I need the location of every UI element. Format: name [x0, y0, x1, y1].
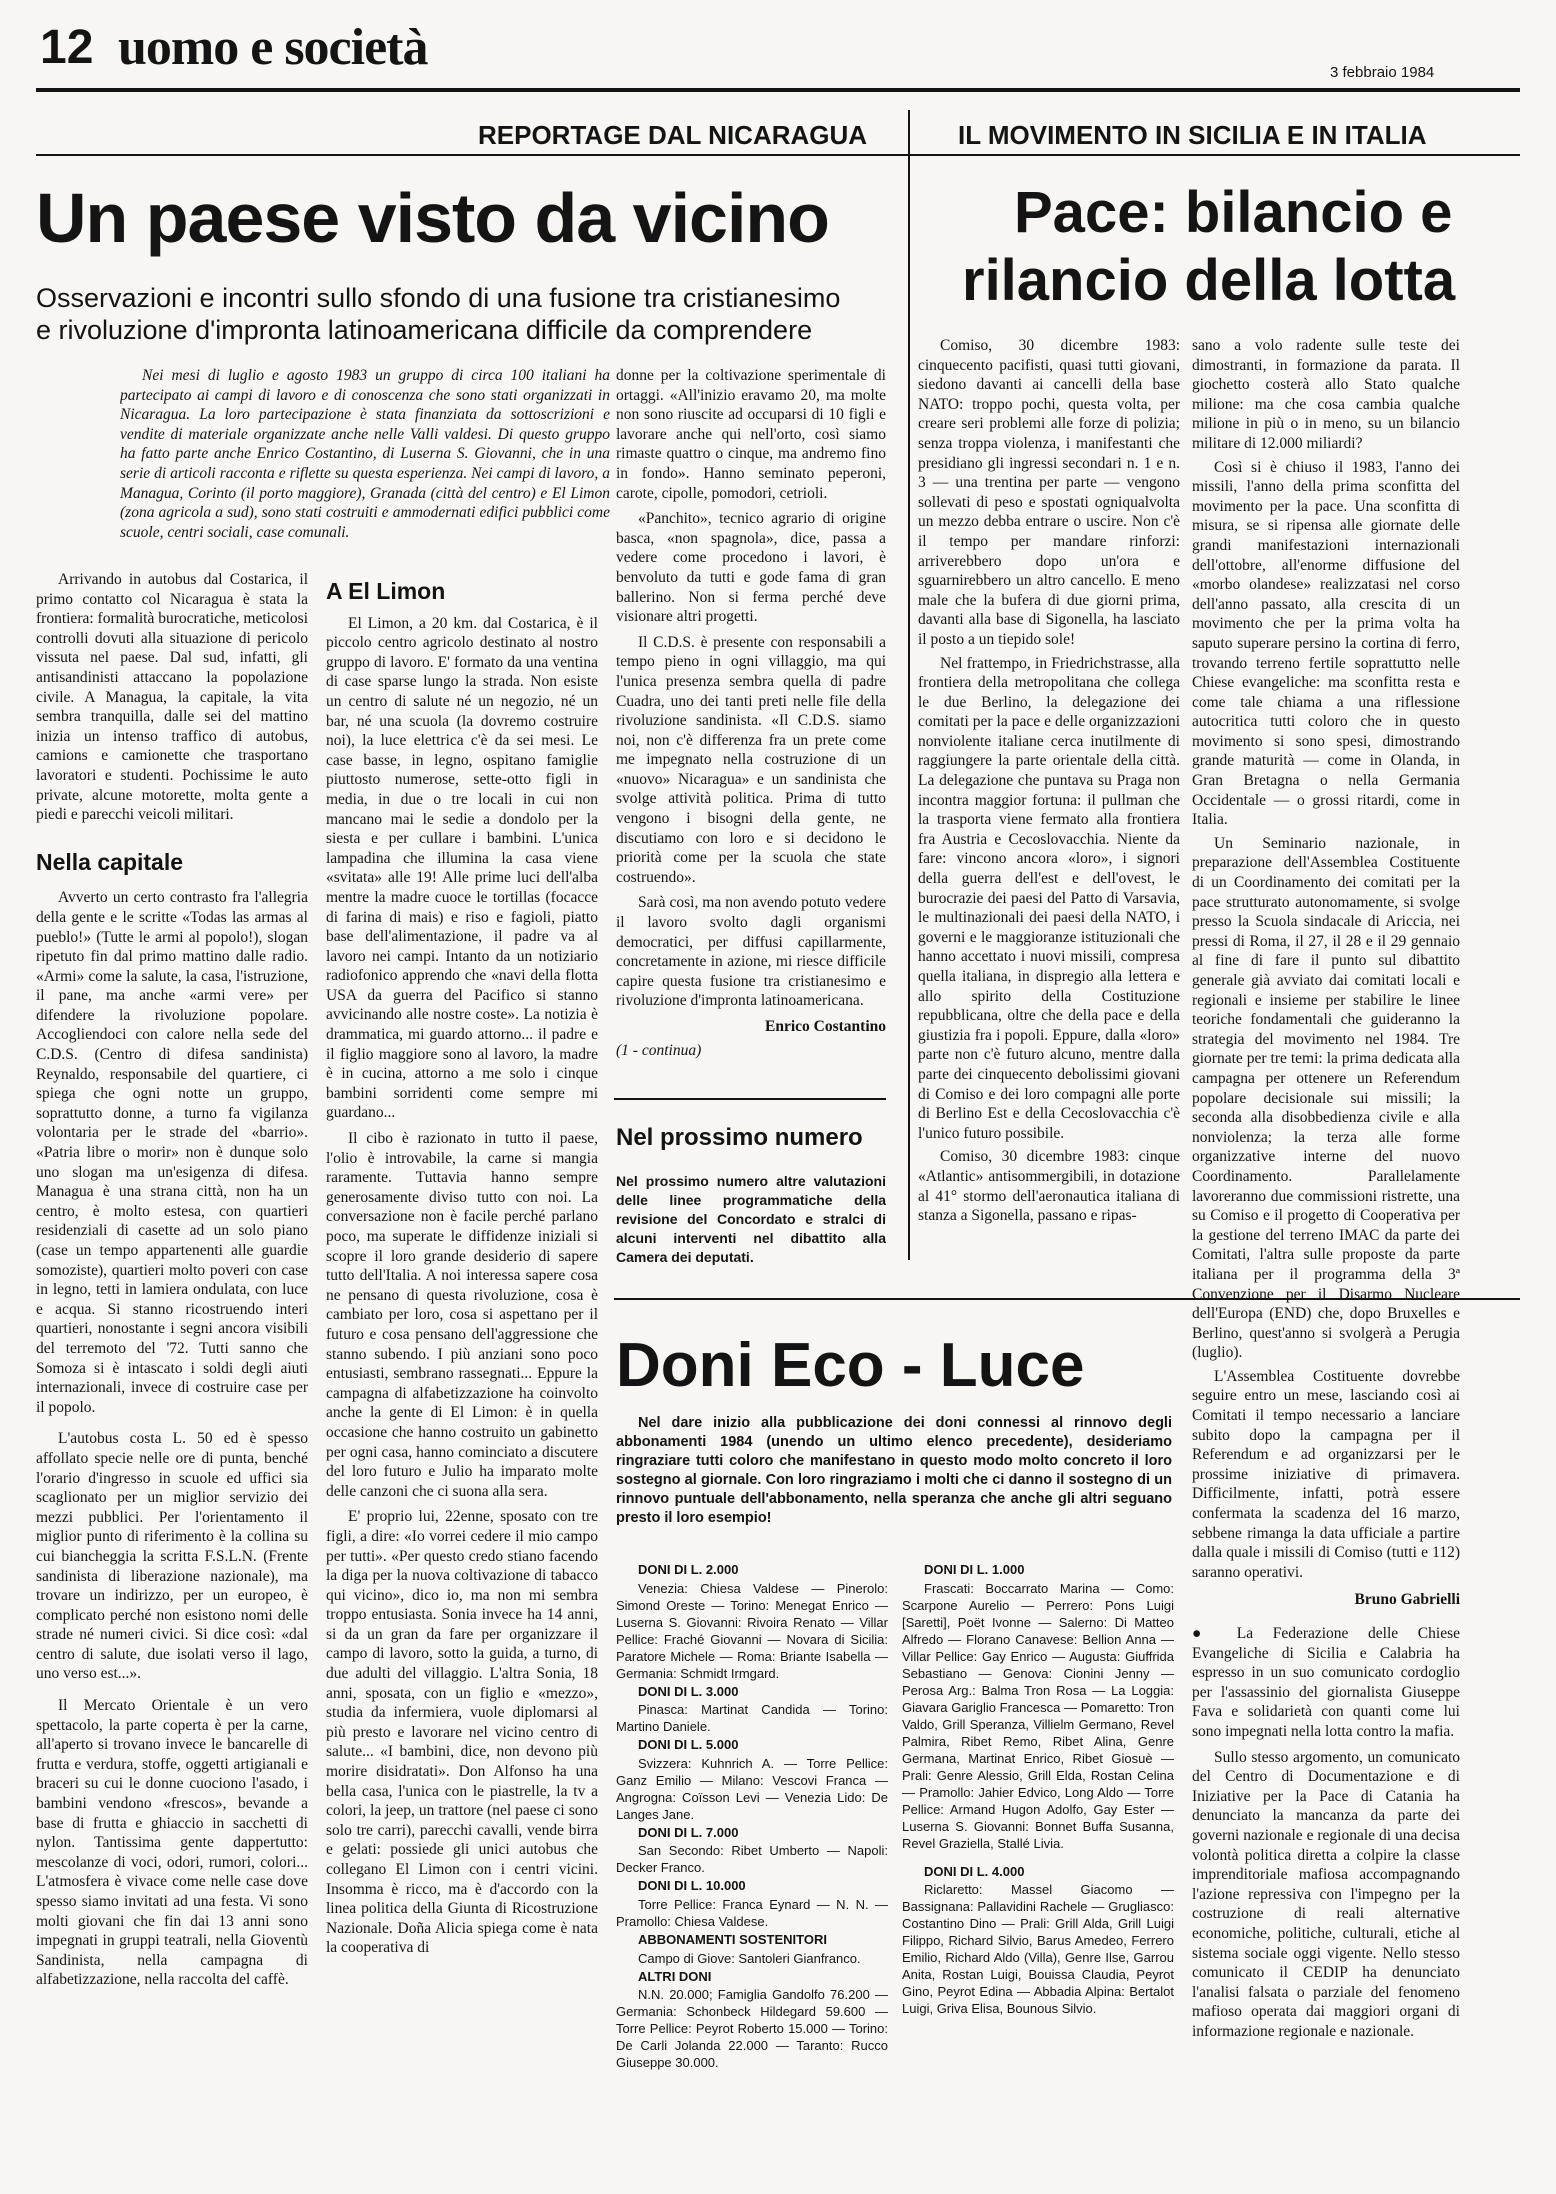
right-kicker: IL MOVIMENTO IN SICILIA E IN ITALIA — [958, 120, 1427, 150]
prossimo-text: Nel prossimo numero altre valutazioni delle linee programmatiche della revisione del Concordato e stralci di alcuni interventi nel dibattito alla Camera dei deputati. — [616, 1173, 886, 1265]
bullet-item: ● La Federazione delle Chiese Evangeliche di Sicilia e Calabria ha espresso in un suo comunicato cordoglio per l'assassinio del giornalista Giuseppe Fava e solidarietà con quanti come lui sono impegnati nella lotta contro la mafia. — [1192, 1625, 1460, 1740]
prossimo-title: Nel prossimo numero — [616, 1124, 863, 1151]
para: Il cibo è razionato in tutto il paese, l'olio è introvabile, la carne si mangia raramente. Tuttavia hanno sempre generosamente diviso tutto con noi. La conversazione non è facile perché parlano poco, ma superate le diffidenze iniziali si scopre il loro grande desiderio di sapere tutto dell'Italia. A noi interessa sapere cosa ne pensano di questa rivoluzione, cosa è cambiato per loro, cosa si aspettano per il futuro e cosa pensano dell'aggressione che stanno subendo. I più anziani sono poco entusiasti, sembrano rassegnati... Eppure la campagna di alfabetizzazione ha coinvolto anche la gente di El Limon: è in quella occasione che hanno costruito un gabinetto per ogni casa, hanno cominciato a discutere del loro futuro e Julio ha imparato molte delle canzoni che ci suona alla sera. — [326, 1130, 598, 1500]
doni-title: Doni Eco - Luce — [616, 1331, 1085, 1400]
para: Un Seminario nazionale, in preparazione dell'Assemblea Costituente di un Coordinamento dei comitati per la pace strutturato autonomamente, si svolge presso la Scuola sindacale di Ariccia, nei pressi di Roma, il 27, il 28 e il 29 gennaio al fine di fare il punto sul dibattito generale già avviato dai comitati locali e regionali e insieme per stabilire le linee teoriche fondamentali che guideranno la strategia del movimento nel 1984. Tre giornate per tre temi: la prima dedicata alla campagna per ottenere un Referendum popolare decisionale sui missili; la seconda alla disobbedienza civile e alla nonviolenza; la terza alle forme organizzative interne del nuovo Coordinamento. Parallelamente lavoreranno due commissioni ristrette, una su Comiso e il progetto di Cooperativa per la gestione del terreno IMAC da parte dei Comitati, l'altra sulle proposte da parte italiana per il programma della 3ª Convenzione per il Disarmo Nucleare dell'Europa (END) che, dopo Bruxelles e Berlino, quest'anno si svolgerà a Perugia (luglio). — [1192, 834, 1460, 1362]
doni-group: ALTRI DONI N.N. 20.000; Famiglia Gandolfo 76.200 — Germania: Schonbeck Hildegard 59.600 — Torre Pellice: Peyrot Roberto 15.000 — Torino: De Carli Jolanda 22.000 — Taranto: Rucco Giuseppe 30.000. — [616, 1968, 888, 2071]
para: L'Assemblea Costituente dovrebbe seguire entro un mese, lasciando così ai Comitati il tempo necessario a lanciare subito dopo la campagna per il Referendum e ad organizzarsi per le prossime iniziative di primavera. Difficilmente, infatti, potrà essere confermata la scadenza del 16 marzo, sebbene rimanga la data ufficiale a partire dalla quale i missili di Comiso (tutti e 112) saranno operativi. — [1192, 1367, 1460, 1581]
para: Il C.D.S. è presente con responsabili a tempo pieno in ogni villaggio, ma qui l'unica presenza sembra quella di padre Cuadra, uno dei tanti preti nelle file della rivoluzione sandinista. «Il C.D.S. siamo noi, non c'è differenza fra un prete come me impegnato nella costruzione di un «nuovo» Nicaragua» e un sandinista che svolge attività politica. Prima di tutto vengono i bisogni della gente, ne discutiamo con loro e si decidono le priorità come per la scuola che state costruendo». — [616, 633, 886, 886]
right-headline-1: Pace: bilancio e — [1014, 180, 1453, 245]
continua-note: (1 - continua) — [616, 1041, 702, 1059]
left-col-2 — [326, 582, 598, 2172]
left-kicker: REPORTAGE DAL NICARAGUA — [478, 120, 868, 150]
bullet-icon: ● — [1192, 1625, 1237, 1642]
subhead-limon: A El Limon — [326, 582, 446, 604]
para: sano a volo radente sulle teste dei dimostranti, in formazione da parata. Il giochetto costerà allo Stato qualche milione: ma che cosa cambia qualche milione in più o in meno, su un bilancio militare di 12.000 miliardi? — [1192, 337, 1460, 452]
right-col-1 — [918, 336, 1180, 1276]
doni-group: DONI DI L. 7.000 San Secondo: Ribet Umberto — Napoli: Decker Franco. — [616, 1824, 888, 1876]
doni-group: DONI DI L. 3.000 Pinasca: Martinat Candida — Torino: Martino Daniele. — [616, 1683, 888, 1735]
para: Comiso, 30 dicembre 1983: cinquecento pacifisti, quasi tutti giovani, siedono davanti ai cancelli della base NATO: troppo pochi, questa volta, per creare seri problemi alle forze di polizia; senza troppa violenza, i manifestanti che presidiano gli ingressi secondari n. 1 e n. 3 — una trentina per parte — vengono sollevati di peso e spostati ogniqualvolta un mezzo debba entrare o uscire. Non c'è il tempo per mandare rinforzi: arriverebbero dopo un'ora e sguarnirebbero un altro cancello. E meno male che la bufera di due giorni prima, davanti alla base di Sigonella, ha lasciato il posto a un tiepido sole! — [918, 337, 1180, 648]
para: Avverto un certo contrasto fra l'allegria della gente e le scritte «Todas las armas al pueblo!» (Tutte le armi al popolo!), slogan ripetuto fin dal primo mattino dalle radio. «Armi» come la salute, la casa, l'istruzione, il pane, ma anche «armi vere» per difendere la rivoluzione popolare. Accogliendoci con calore nella sede del C.D.S. (Centro di difesa sandinista) Reynaldo, responsabile del quartiere, ci spiega che ogni notte un gruppo, soprattutto donne, a turno fa vigilanza volontaria per le strade del «barrio». «Patria libre o morir» non è dunque solo uno slogan ma un'esigenza di difesa. Managua è una strana città, non ha un centro, è molto estesa, con quartieri residenziali di casette ad un solo piano (case un tempo appartenenti alle guardie somoziste), quartieri molto poveri con case in legno, tetti in lamiera ondulata, con luce e acqua. Si stanno ricostruendo interi quartieri, nonostante i segni ancora visibili del terremoto del '72. Tutti sanno che Somoza si è intascato i soldi degli aiuti internazionali, invece di costruire case per il popolo. — [36, 889, 308, 1416]
doni-list-right — [902, 1560, 1174, 2170]
doni-group: DONI DI L. 10.000 Torre Pellice: Franca Eynard — N. N. — Pramollo: Chiesa Valdese. — [616, 1878, 888, 1929]
left-subtitle-1: Osservazioni e incontri sullo sfondo di una fusione tra cristianesimo — [36, 283, 841, 313]
left-author: Enrico Costantino — [765, 1018, 886, 1035]
right-headline-2: rilancio della lotta — [962, 248, 1456, 313]
doni-intro: Nel dare inizio alla pubblicazione dei doni connessi al rinnovo degli abbonamenti 1984 (unendo un ultimo elenco precedente), desideriamo ringraziare tutti coloro che manifestano in questo modo molto concreto il loro sostegno al giornale. Con loro ringraziamo i molti che ci danno il sostegno di un rinnovo puntuale dell'abbonamento, nella speranza che anche gli altri seguano presto il loro esempio! — [616, 1415, 1172, 1526]
doni-group: DONI DI L. 4.000 Riclaretto: Massel Giacomo — Bassignana: Pallavidini Rachele — Grugliasco: Costantino Dino — Prali: Grill Alda, Grill Luigi Filippo, Richard Silvio, Barus Amedeo, Ferrero Emilio, Richard Aldo (Villa), Genre Ilse, Garrou Anita, Rostan Luigi, Bouissa Claudia, Peyrot Gino, Peyrot Edina — Abbadia Alpina: Bertalot Luigi, Griva Elisa, Bounous Silvio. — [902, 1863, 1174, 2017]
masthead-rule — [36, 88, 1520, 92]
para: Così si è chiuso il 1983, l'anno dei missili, l'anno della prima sconfitta del movimento per la pace. Una sconfitta di misura, se si ripensa alle giornate delle grandi manifestazioni internazionali dell'ottobre, all'enorme diffusione del «morbo olandese» realizzatasi nel corso dell'anno passato, alla crescita di un movimento che per la prima volta ha saputo superare persino la cortina di ferro, trovando terreno fertile soprattutto nelle Chiese evangeliche: ma sconfitta resta e come tale chiama a una riflessione autocritica tutti coloro che in questo movimento si sono spesi, dimostrando grande maturità — come in Olanda, in Gran Bretagna o nella Germania Occidentale — o grossi ritardi, come in Italia. — [1192, 458, 1460, 829]
left-subtitle-2: e rivoluzione d'impronta latinoamericana difficile da comprendere — [36, 315, 813, 345]
right-col-2 — [1192, 336, 1460, 2166]
right-author: Bruno Gabrielli — [1354, 1591, 1460, 1609]
kicker-rule — [36, 154, 1520, 156]
page-number: 12 — [40, 21, 94, 74]
issue-date: 3 febbraio 1984 — [1330, 64, 1435, 81]
box-rule-top — [614, 1098, 886, 1100]
para: Sarà così, ma non avendo potuto vedere il lavoro svolto dagli organismi democratici, per diffusi capillarmente, concretamente in azione, mi riesce difficile capire questa fusione tra cristianesimo e rivoluzione d'impronta latinoamericana. — [616, 894, 886, 1010]
left-col-3 — [616, 366, 886, 1086]
left-headline: Un paese visto da vicino — [36, 179, 829, 257]
section-title: uomo e società — [118, 19, 428, 76]
left-col-1 — [36, 570, 308, 2170]
para: Arrivando in autobus dal Costarica, il primo contatto col Nicaragua è stata la frontiera: formalità burocratiche, meticolosi controlli dovuti alla situazione di pericolo vissuta nel paese. Dal sud, infatti, gli antisandinisti attaccano la popolazione civile. A Managua, la capitale, la vita sembra tranquilla, dalle sei del mattino inizia un intenso traffico di autobus, camions e camionette che trasportano lavoratori e studenti. Pochissime le auto private, alcune motorette, molta gente a piedi e parecchi veicoli militari. — [36, 571, 308, 824]
para: L'autobus costa L. 50 ed è spesso affollato specie nelle ore di punta, benché l'orario d'ingresso in scuole ed uffici sia scaglionato per un miglior servizio dei mezzi pubblici. Per l'orientamento il miglior punto di riferimento è la collina su cui biancheggia la scritta F.S.L.N. (Frente sandinista di liberazione nazionale), ma trovare un indirizzo, per un europeo, è complicato perché non esistono nomi delle strade né numeri civici. Si dice così: «dal centro di salute, due isolati verso il lago, uno verso est...». — [36, 1430, 308, 1683]
column-divider — [908, 110, 910, 1260]
doni-group: DONI DI L. 1.000 Frascati: Boccarrato Marina — Como: Scarpone Aurelio — Perrero: Pons Luigi [Saretti], Poët Ivonne — Salerno: Di Matteo Alfredo — Florano Canavese: Bellion Anna — Villar Pellice: Gay Enrico — Augusta: Giuffrida Sebastiano — Genova: Cionini Jenny — Perosa Arg.: Balma Tron Rosa — La Loggia: Giavara Gariglio Francesca — Pomaretto: Tron Valdo, Grill Speranza, Villielm Germano, Revel Palmira, Ribet Remo, Ribet Alina, Genre Germana, Martinat Enrico, Ribet Giosuè — Prali: Genre Alessio, Grill Elda, Rostan Celina — Pramollo: Jahier Edvico, Long Aldo — Torre Pellice: Armand Hugon Adolfo, Gay Ester — Luserna S. Giovanni: Bonnet Buffa Susanna, Revel Graziella, Stallé Livia. — [902, 1562, 1174, 1851]
para: E' proprio lui, 22enne, sposato con tre figli, a dire: «Io vorrei cedere il mio campo per tutti». «Per questo credo stiano facendo la diga per la nuova coltivazione di tabacco qui vicino», dico io, ma non mi sembra troppo entusiasta. Sonia invece ha 14 anni, si da un gran da fare per organizzare il campo di lavoro, sotto la guida, a turno, di due adulti del villaggio. L'altra Sonia, 18 anni, sposata, con un figlio e «mezzo», studia da infermiera, vuole diplomarsi al più presto e lavorare nel vicino centro di salute... «I bambini, dice, non devono più morire disidratati». Don Alfonso ha una bella casa, l'unica con le piastrelle, la tv a colori, la jeep, un trattore (nel paese ci sono solo tre carri), parecchi cavalli, vende birra e gelati: possiede gli unici autobus che collegano El Limon con i centri vicini. Insomma è ricco, ma è d'accordo con la linea politica della Giunta di Ricostruzione Nazionale. Doña Alicia spiega come è nata la cooperativa di — [326, 1508, 598, 1957]
article-intro: Nei mesi di luglio e agosto 1983 un gruppo di circa 100 italiani ha partecipato ai campi di lavoro e di conoscenza che sono stati organizzati in Nicaragua. La loro partecipazione è stata finanziata da sottoscrizioni e vendite di materiale organizzate anche nelle Valli valdesi. Di questo gruppo ha fatto parte anche Enrico Costantino, di Luserna S. Giovanni, che in una serie di articoli racconta e riflette su questa esperienza. Nei campi di lavoro, a Managua, Corinto (il porto maggiore), Granada (città del centro) e El Limon (zona agricola a sud), sono stati costruiti e ammodernati edifici pubblici come scuole, centri sociali, case comunali. — [120, 367, 610, 541]
para: Comiso, 30 dicembre 1983: cinque «Atlantic» antisommergibili, in dotazione al 41° stormo dell'aeronautica italiana di stanza a Sigonella, passano e ripas- — [918, 1148, 1180, 1225]
para: Il Mercato Orientale è un vero spettacolo, la parte coperta è per la carne, all'aperto si trovano invece le bancarelle di frutta e verdura, stoffe, oggetti artigianali e braceri su cui le donne cuociono l'asado, i bambini vendono «frescos», bevande a base di frutta e ghiaccio in sacchetti di nylon. Tantissima gente dappertutto: mescolanze di voci, odori, rumori, colori... L'atmosfera è vivace come nelle case dove spesso siamo invitati ad una festa. Vi sono molti giovani che fin dai 13 anni sono impegnati in gruppi teatrali, nella Gioventù Sandinista, nella campagna di alfabetizzazione, nella raccolta del caffè. — [36, 1697, 308, 1989]
doni-group: ABBONAMENTI SOSTENITORI Campo di Giove: Santoleri Gianfranco. — [638, 1931, 861, 1966]
doni-list-left — [616, 1560, 888, 2170]
para: «Panchito», tecnico agrario di origine basca, «non spagnola», dice, passa a vedere come procedono i lavori, è benvoluto da tutti e gode fama di gran ballerino. Non si ferma perché deve visionare altri progetti. — [616, 510, 886, 626]
subhead-capitale: Nella capitale — [36, 848, 184, 875]
para: Nel frattempo, in Friedrichstrasse, alla frontiera della metropolitana che collega le due Berlino, la delegazione dei comitati per la pace e delle organizzazioni nonviolente italiane cerca inutilmente di raggiungere la parte orientale della città. La delegazione che puntava su Praga non incontra maggior fortuna: il pullman che la trasporta viene fermato alla frontiera fra Austria e Cecoslovacchia. Niente da fare: vincono ancora «loro», i signori della guerra dell'est e dell'ovest, le burocrazie dei paesi del Patto di Varsavia, le multinazionali dei paesi della NATO, i governi e le maggioranze istituzionali che hanno accettato i nuovi missili, compresa quella italiana, in dispregio alla lettera e allo spirito della Costituzione repubblicana, oltre che della pace e della giustizia fra i popoli. Eppure, dalla «loro» parte non c'è futuro alcuno, mentre dalla parte dei cinquecento debolissimi giovani di Comiso e dei loro compagni alle porte di Berlino Est e della Cecoslovacchia c'è l'unico futuro possibile. — [918, 654, 1180, 1142]
para: El Limon, a 20 km. dal Costarica, è il piccolo centro agricolo destinato al nostro gruppo di lavoro. E' formato da una ventina di case sparse lungo la strada. Non esiste un centro di salute né un negozio, né un bar, né una scuola (la dovremo costruire noi), la luce elettrica c'è da sei mesi. Le case basse, in legno, ospitano famiglie piuttosto numerose, sette-otto figli in media, in due o tre locali in cui non mancano mai le sedie a dondolo per la siesta e per cullare i bambini. L'unica lampadina che illumina la casa viene «svitata» alle 19! Alle prime luci dell'alba mentre la madre cuoce le tortillas (focacce di farina di mais) e riso e fagioli, piatto base dell'alimentazione, il padre va al lavoro nei campi. Intanto da un notiziario radiofonico apprendo che «navi della flotta USA da guerra del Pacifico si stanno avvicinando alle nostre coste». La notizia è drammatica, mi guardo attorno... il padre e il figlio maggiore sono al lavoro, la madre è in cucina, attorno a me solo i cinque bambini sorridenti come sempre mi guardano... — [326, 614, 598, 1122]
doni-group: DONI DI L. 2.000 Venezia: Chiesa Valdese — Pinerolo: Simond Oreste — Torino: Menegat Enrico — Luserna S. Giovanni: Rivoira Renato — Villar Pellice: Fraché Giovanni — Novara di Sicilia: Paratore Michele — Roma: Briante Isabella — Germania: Schmidt Irmgard. — [616, 1562, 888, 1681]
doni-group: DONI DI L. 5.000 Svizzera: Kuhnrich A. — Torre Pellice: Ganz Emilio — Milano: Vescovi Franca — Angrogna: Coïsson Levi — Venezia Lido: De Langes Jane. — [616, 1737, 888, 1822]
para: donne per la coltivazione sperimentale di ortaggi. «All'inizio eravamo 20, ma molte non sono riuscite ad occuparsi di 10 figli e lavorare anche qui nell'orto, così siamo rimaste quattro o cinque, ma andremo fino in fondo». Hanno seminato peperoni, carote, cipolle, pomodori, cetrioli. — [616, 367, 886, 502]
para: Sullo stesso argomento, un comunicato del Centro di Documentazione e di Iniziative per la Pace di Catania ha denunciato la mancanza da parte dei governi nazionale e regionale di una decisa volontà politica diretta a colpire la classe imprenditoriale mafiosa accompagnando l'azione repressiva con l'impegno per la costruzione di reali alternative economiche, politiche, culturali, etiche al sistema sociale oggi vigente. Nello stesso comunicato il CEDIP ha denunciato l'analisi falsata o parziale del fenomeno mafioso operata dai maggiori organi di informazione regionale e nazionale. — [1192, 1748, 1460, 2040]
